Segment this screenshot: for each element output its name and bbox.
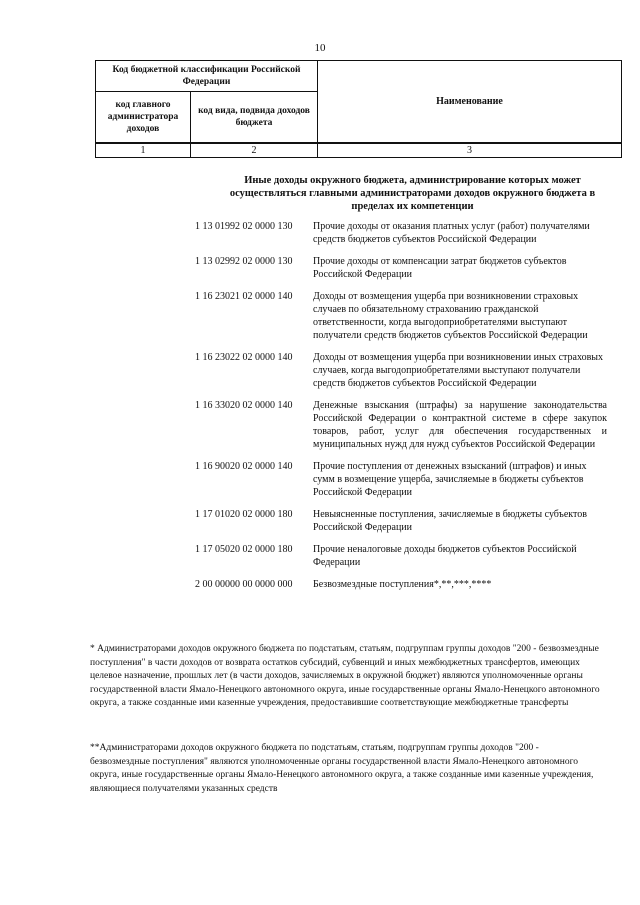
section-title: Иные доходы окружного бюджета, администрирование которых может осуществляться главными администраторами доходов окружного бюджета в пределах их компетенции	[229, 175, 596, 212]
row-description: Безвозмездные поступления*,**,***,****	[313, 579, 492, 590]
footnote-2: **Администраторами доходов окружного бюджета по подстатьям, статьям, подгруппам группы доходов "200 - безвозмездные поступления" являются уполномоченные органы государственной власти Ямало-Ненецкого автономного округа, иные государственные органы Ямало-Ненецкого автономного округа, а также созданные ими казенные учреждения, являющиеся получателями указанных средств	[90, 743, 594, 794]
row-code: 1 16 90020 02 0000 140	[195, 461, 293, 472]
column-number-1: 1	[96, 143, 191, 158]
row-code: 1 13 01992 02 0000 130	[195, 221, 293, 232]
column-number-2: 2	[191, 143, 318, 158]
row-description: Прочие неналоговые доходы бюджетов субъектов Российской Федерации	[313, 544, 577, 568]
income-rows	[195, 220, 607, 600]
table-row	[195, 290, 607, 342]
table-row	[195, 220, 607, 246]
table-row	[195, 578, 607, 591]
row-description: Денежные взыскания (штрафы) за нарушение законодательства Российской Федерации о контрактной системе в сфере закупок товаров, работ, услуг для обеспечения государственных и муниципальных нужд для нужд субъектов Российской Федерации	[313, 400, 607, 450]
row-code: 2 00 00000 00 0000 000	[195, 579, 293, 590]
row-code: 1 16 33020 02 0000 140	[195, 400, 293, 411]
row-code: 1 13 02992 02 0000 130	[195, 256, 293, 267]
row-description: Прочие доходы от оказания платных услуг (работ) получателями средств бюджетов субъектов Российской Федерации	[313, 221, 590, 245]
table-row	[195, 508, 607, 534]
row-code: 1 16 23021 02 0000 140	[195, 291, 293, 302]
row-code: 1 16 23022 02 0000 140	[195, 352, 293, 363]
header-group-cell: Код бюджетной классификации Российской Федерации	[96, 61, 318, 92]
row-description: Прочие доходы от компенсации затрат бюджетов субъектов Российской Федерации	[313, 256, 567, 280]
row-description: Доходы от возмещения ущерба при возникновении иных страховых случаев, когда выгодоприобретателями выступают получатели средств бюджетов субъектов Российской Федерации	[313, 352, 604, 389]
table-row	[195, 460, 607, 499]
footnote-1: * Администраторами доходов окружного бюджета по подстатьям, статьям, подгруппам группы доходов "200 - безвозмездные поступления" в части доходов от возврата остатков субсидий, субвенций и иных межбюджетных трансфертов, имеющих целевое назначение, прошлых лет (в части доходов, зачисляемых в окружной бюджет) являются уполномоченные органы государственной власти Ямало-Ненецкого автономного округа, иные государственные органы Ямало-Ненецкого автономного округа, а также созданные ими казенные учреждения, предоставившие соответствующие межбюджетные трансферты	[90, 644, 600, 708]
table-row	[195, 543, 607, 569]
row-code: 1 17 01020 02 0000 180	[195, 509, 293, 520]
table-row	[195, 399, 607, 451]
header-name-cell: Наименование	[318, 61, 622, 144]
classification-header-table	[95, 60, 622, 158]
column-number-3: 3	[318, 143, 622, 158]
table-row	[195, 351, 607, 390]
row-description: Доходы от возмещения ущерба при возникновении страховых случаев по обязательному страхованию гражданской ответственности, когда выгодоприобретателями выступают получатели средств бюджетов субъектов Российской Федерации	[313, 291, 588, 341]
page-number: 10	[314, 42, 326, 54]
row-description: Невыясненные поступления, зачисляемые в бюджеты субъектов Российской Федерации	[313, 509, 587, 533]
header-type-code-cell: код вида, подвида доходов бюджета	[191, 92, 318, 144]
row-description: Прочие поступления от денежных взысканий (штрафов) и иных сумм в возмещение ущерба, зачисляемые в бюджеты субъектов Российской Федерации	[313, 461, 587, 498]
header-admin-code-cell: код главного администратора доходов	[96, 92, 191, 144]
row-code: 1 17 05020 02 0000 180	[195, 544, 293, 555]
table-row	[195, 255, 607, 281]
